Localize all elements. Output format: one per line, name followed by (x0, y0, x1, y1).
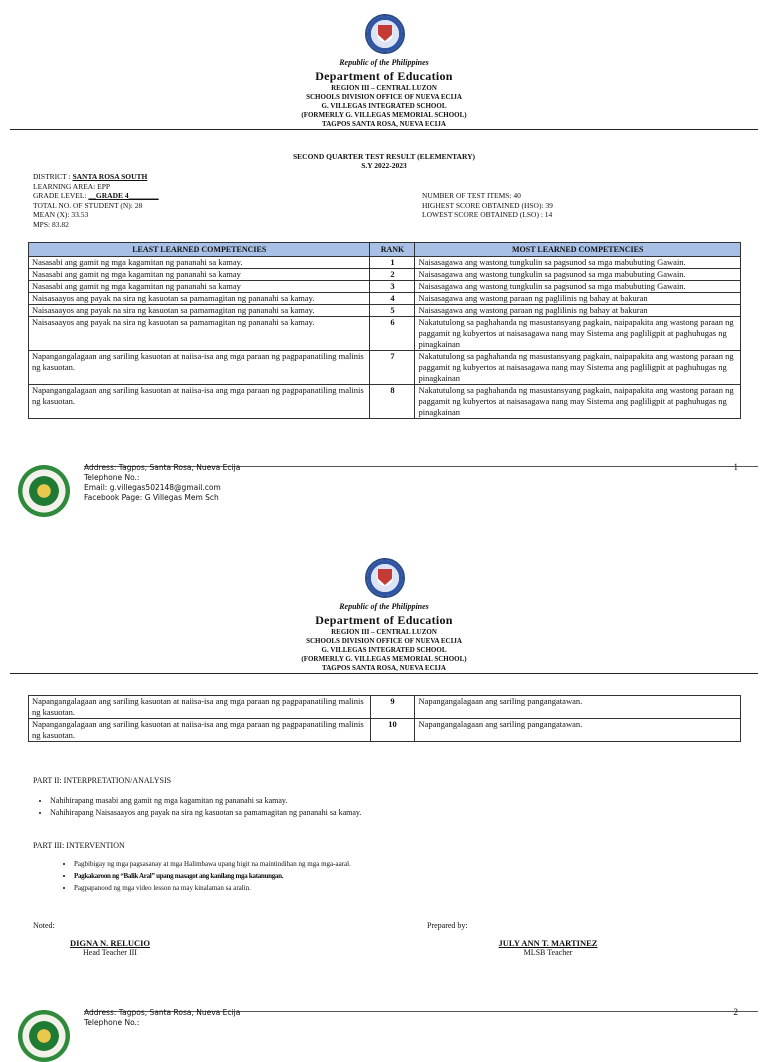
table-row (29, 281, 741, 293)
prepared-label: Prepared by: (427, 921, 468, 930)
header-least-learned: LEAST LEARNED COMPETENCIES (29, 243, 370, 257)
prepared-title: MLSB Teacher (523, 948, 573, 957)
noted-signature (50, 938, 170, 957)
header-address-block (0, 84, 768, 129)
footer-contact (84, 1008, 240, 1028)
most-learned-cell: Nakatutulong sa paghahanda ng masustansyang pagkain, naipapakita ang wastong paraan ng paggamit ng kubyertos at naisasagawa nang may Sistema ang pagliligpit at paghuhugas ng pinagkainan (415, 317, 741, 351)
rank-cell: 8 (370, 385, 415, 419)
least-learned-cell: Naisasaayos ang payak na sira ng kasuotan sa pamamagitan ng pananahi sa kamay. (29, 305, 370, 317)
page-number: 1 (733, 462, 738, 472)
deped-seal-icon (365, 558, 405, 598)
most-learned-cell: Naisasagawa ang wastong tungkulin sa pagsunod sa mga mabubuting Gawain. (415, 269, 741, 281)
footer-address: Address: Tagpos, Santa Rosa, Nueva Ecija (84, 463, 241, 472)
table-row (29, 293, 741, 305)
list-item: • Pagbibigay ng mga pagsasanay at mga Halimbawa upang higit na maintindihan ng mga mga-aaral. (74, 858, 351, 870)
report-info-left (33, 172, 159, 229)
mps-score: MPS: 83.82 (33, 219, 69, 229)
header-line-location: TAGPOS SANTA ROSA, NUEVA ECIJA (322, 664, 446, 672)
header-divider (10, 673, 758, 674)
learning-area: LEARNING AREA: EPP (33, 181, 111, 191)
most-learned-cell: Nakatutulong sa paghahanda ng masustansyang pagkain, naipapakita ang wastong paraan ng paggamit ng kubyertos at naisasagawa nang may Sistema ang pagliligpit at paghuhugas ng pinagkainan (415, 351, 741, 385)
rank-cell: 7 (370, 351, 415, 385)
footer-telephone: Telephone No.: (84, 473, 140, 482)
header-line-former: (FORMERLY G. VILLEGAS MEMORIAL SCHOOL) (301, 111, 467, 119)
footer-email: Email: g.villegas502148@gmail.com (84, 483, 221, 492)
footer-telephone: Telephone No.: (84, 1018, 140, 1027)
most-learned-cell: Napangangalagaan ang sariling pangangatawan. (415, 719, 741, 742)
list-item: • Pagkakaroon ng “Balik Aral” upang masagot ang kanilang mga katanungan. (74, 870, 351, 882)
page-number: 2 (733, 1007, 738, 1017)
header-most-learned: MOST LEARNED COMPETENCIES (415, 243, 741, 257)
prepared-name: JULY ANN T. MARTINEZ (498, 938, 598, 948)
least-learned-cell: Naisasaayos ang payak na sira ng kasuotan sa pamamagitan ng pananahi sa kamay. (29, 293, 370, 305)
header-line-division: SCHOOLS DIVISION OFFICE OF NUEVA ECIJA (306, 93, 462, 101)
report-info-right (422, 191, 553, 220)
footer-address: Address: Tagpos, Santa Rosa, Nueva Ecija (84, 1008, 241, 1017)
rank-cell: 2 (370, 269, 415, 281)
table-row (29, 385, 741, 419)
table-header-row (29, 243, 741, 257)
grade-line (33, 191, 159, 201)
department-title: Department of Education (315, 69, 453, 83)
header-line-school: G. VILLEGAS INTEGRATED SCHOOL (321, 102, 447, 110)
header-divider (10, 129, 758, 130)
test-items: NUMBER OF TEST ITEMS: 40 (422, 191, 521, 200)
least-learned-cell: Napangangalagaan ang sariling kasuotan at naiisa-isa ang mga paraan ng pagpapanatiling malinis ng kasuotan. (29, 719, 371, 742)
footer-facebook: Facebook Page: G Villegas Mem Sch (84, 493, 219, 502)
least-learned-cell: Nasasabi ang gamit ng mga kagamitan ng pananahi sa kamay (29, 269, 370, 281)
header-address-block (0, 628, 768, 673)
rank-cell: 6 (370, 317, 415, 351)
competencies-table-continued (28, 695, 741, 742)
header-line-division: SCHOOLS DIVISION OFFICE OF NUEVA ECIJA (306, 637, 462, 645)
total-students: TOTAL NO. OF STUDENT (N): 28 (33, 200, 143, 210)
table-row (29, 305, 741, 317)
district-label: DISTRICT : (33, 172, 73, 181)
part2-title: PART II: INTERPRETATION/ANALYSIS (33, 776, 172, 785)
rank-cell: 3 (370, 281, 415, 293)
most-learned-cell: Naisasagawa ang wastong tungkulin sa pagsunod sa mga mabubuting Gawain. (415, 281, 741, 293)
noted-name: DIGNA N. RELUCIO (69, 938, 151, 948)
header-line-region: REGION III – CENTRAL LUZON (331, 84, 437, 92)
rank-cell: 1 (370, 257, 415, 269)
part3-list (60, 858, 351, 894)
district-value: SANTA ROSA SOUTH (72, 172, 148, 181)
header-line-region: REGION III – CENTRAL LUZON (331, 628, 437, 636)
school-logo-icon (18, 1010, 70, 1062)
table-row (29, 269, 741, 281)
lowest-score: LOWEST SCORE OBTAINED (LSO) : 14 (422, 210, 553, 219)
most-learned-cell: Napangangalagaan ang sariling pangangatawan. (415, 696, 741, 719)
competencies-table (28, 242, 741, 419)
prepared-signature (478, 938, 618, 957)
table-row (29, 696, 741, 719)
republic-line: Republic of the Philippines (339, 602, 429, 611)
table-row (29, 257, 741, 269)
part3-title: PART III: INTERVENTION (33, 841, 125, 850)
highest-score: HIGHEST SCORE OBTAINED (HSO): 39 (422, 200, 553, 210)
least-learned-cell: Napangangalagaan ang sariling kasuotan at naiisa-isa ang mga paraan ng pagpapanatiling malinis ng kasuotan. (29, 696, 371, 719)
rank-cell: 9 (370, 696, 415, 719)
footer-contact (84, 463, 240, 503)
most-learned-cell: Naisasagawa ang wastong tungkulin sa pagsunod sa mga mabubuting Gawain. (415, 257, 741, 269)
header-rank: RANK (370, 243, 415, 257)
least-learned-cell: Nasasabi ang gamit ng mga kagamitan ng pananahi sa kamay (29, 281, 370, 293)
deped-seal-icon (365, 14, 405, 54)
table-row (29, 351, 741, 385)
part2-list (28, 795, 361, 819)
district-line (33, 172, 159, 182)
most-learned-cell: Naisasagawa ang wastong paraan ng paglilinis ng bahay at bakuran (415, 293, 741, 305)
most-learned-cell: Naisasagawa ang wastong paraan ng paglilinis ng bahay at bakuran (415, 305, 741, 317)
noted-title: Head Teacher III (83, 948, 137, 957)
grade-label: GRADE LEVEL: (33, 191, 89, 200)
list-item: • Pagpapanood ng mga video lesson na may kinalaman sa aralin. (74, 882, 351, 894)
mean-score: MEAN (X): 33.53 (33, 210, 89, 219)
report-school-year: S.Y 2022-2023 (361, 161, 407, 170)
rank-cell: 5 (370, 305, 415, 317)
department-title: Department of Education (315, 613, 453, 627)
header-line-school: G. VILLEGAS INTEGRATED SCHOOL (321, 646, 447, 654)
header-line-former: (FORMERLY G. VILLEGAS MEMORIAL SCHOOL) (301, 655, 467, 663)
least-learned-cell: Nasasabi ang gamit ng mga kagamitan ng pananahi sa kamay. (29, 257, 370, 269)
rank-cell: 10 (370, 719, 415, 742)
noted-label: Noted: (33, 921, 55, 930)
most-learned-cell: Nakatutulong sa paghahanda ng masustansyang pagkain, naipapakita ang wastong paraan ng paggamit ng kubyertos at naisasagawa nang may Sistema ang pagliligpit at paghuhugas ng pinagkainan (415, 385, 741, 419)
least-learned-cell: Napangangalagaan ang sariling kasuotan at naiisa-isa ang mga paraan ng pagpapanatiling malinis ng kasuotan. (29, 351, 370, 385)
header-line-location: TAGPOS SANTA ROSA, NUEVA ECIJA (322, 120, 446, 128)
least-learned-cell: Napangangalagaan ang sariling kasuotan at naiisa-isa ang mga paraan ng pagpapanatiling malinis ng kasuotan. (29, 385, 370, 419)
report-title: SECOND QUARTER TEST RESULT (ELEMENTARY) (292, 152, 476, 161)
list-item: • Nahihirapang Naisasaayos ang payak na sira ng kasuotan sa pamamagitan ng pananahi sa kamay. (50, 807, 361, 819)
school-logo-icon (18, 465, 70, 517)
republic-line: Republic of the Philippines (339, 58, 429, 67)
list-item: • Nahihirapang masabi ang gamit ng mga kagamitan ng pananahi sa kamay. (50, 795, 361, 807)
table-row (29, 317, 741, 351)
rank-cell: 4 (370, 293, 415, 305)
grade-value: __GRADE 4________ (88, 191, 159, 200)
least-learned-cell: Naisasaayos ang payak na sira ng kasuotan sa pamamagitan ng pananahi sa kamay. (29, 317, 370, 351)
table-row (29, 719, 741, 742)
